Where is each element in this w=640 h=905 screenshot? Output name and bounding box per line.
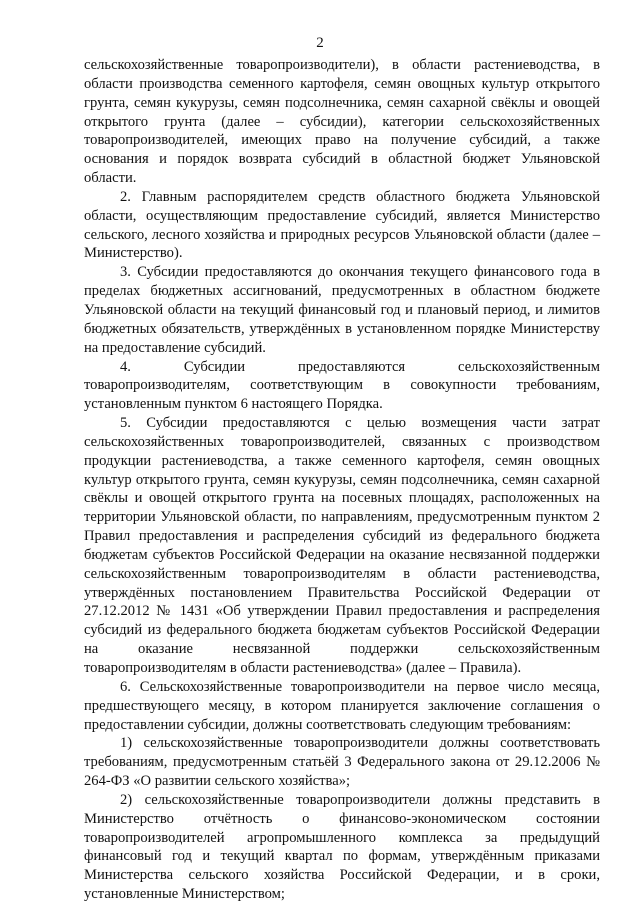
paragraph-item-4: 4. Субсидии предоставляются сельскохозяйственным товаропроизводителям, соответствующим в совокупности требованиям, установленным пунктом 6 настоящего Порядка. bbox=[84, 358, 600, 413]
document-body bbox=[84, 56, 600, 904]
paragraph-continuation: сельскохозяйственные товаропроизводители), в области растениеводства, в области производства семенного картофеля, семян овощных культур открытого грунта, семян кукурузы, семян подсолнечника, семян сахарной свёклы и овощей открытого грунта (далее – субсидии), категории сельскохозяйственных товаропроизводителей, имеющих право на получение субсидий, а также основания и порядок возврата субсидий в областной бюджет Ульяновской области. bbox=[84, 57, 600, 187]
paragraph-item-6: 6. Сельскохозяйственные товаропроизводители на первое число месяца, предшествующего месяцу, в котором планируется заключение соглашения о предоставлении субсидии, должны соответствовать следующим требованиям: bbox=[84, 678, 600, 733]
paragraph-item-5: 5. Субсидии предоставляются с целью возмещения части затрат сельскохозяйственных товаропроизводителей, связанных с производством продукции растениеводства, а также семенного картофеля, семян овощных культур открытого грунта, семян кукурузы, семян подсолнечника, семян сахарной свёклы и овощей открытого грунта на посевных площадях, расположенных на территории Ульяновской области, по направлениям, предусмотренным пунктом 2 Правил предоставления и распределения субсидий из федерального бюджета бюджетам субъектов Российской Федерации на оказание несвязанной поддержки сельскохозяйственным товаропроизводителям в области растениеводства, утверждённых постановлением Правительства Российской Федерации от 27.12.2012 № 1431 «Об утверждении Правил предоставления и распределения субсидий из федерального бюджета бюджетам субъектов Российской Федерации на оказание несвязанной поддержки сельскохозяйственным товаропроизводителям в области растениеводства» (далее – Правила). bbox=[84, 415, 600, 676]
paragraph-subitem-2: 2) сельскохозяйственные товаропроизводители должны представить в Министерство отчётность о финансово-экономическом состоянии товаропроизводителей агропромышленного комплекса за предыдущий финансовый год и текущий квартал по формам, утверждённым приказами Министерства сельского хозяйства Российской Федерации, и в сроки, установленные Министерством; bbox=[84, 791, 600, 903]
paragraph-item-3: 3. Субсидии предоставляются до окончания текущего финансового года в пределах бюджетных ассигнований, предусмотренных в областном бюджете Ульяновской области на текущий финансовый год и плановый период, и лимитов бюджетных обязательств, утверждённых в установленном порядке Министерству на предоставление субсидий. bbox=[84, 264, 600, 356]
page-number: 2 bbox=[316, 35, 324, 51]
paragraph-item-2: 2. Главным распорядителем средств областного бюджета Ульяновской области, осуществляющим предоставление субсидий, является Министерство сельского, лесного хозяйства и природных ресурсов Ульяновской области (далее – Министерство). bbox=[84, 188, 600, 262]
paragraph-subitem-1: 1) сельскохозяйственные товаропроизводители должны соответствовать требованиям, предусмотренным статьёй 3 Федерального закона от 29.12.2006 № 264-ФЗ «О развитии сельского хозяйства»; bbox=[84, 735, 600, 790]
